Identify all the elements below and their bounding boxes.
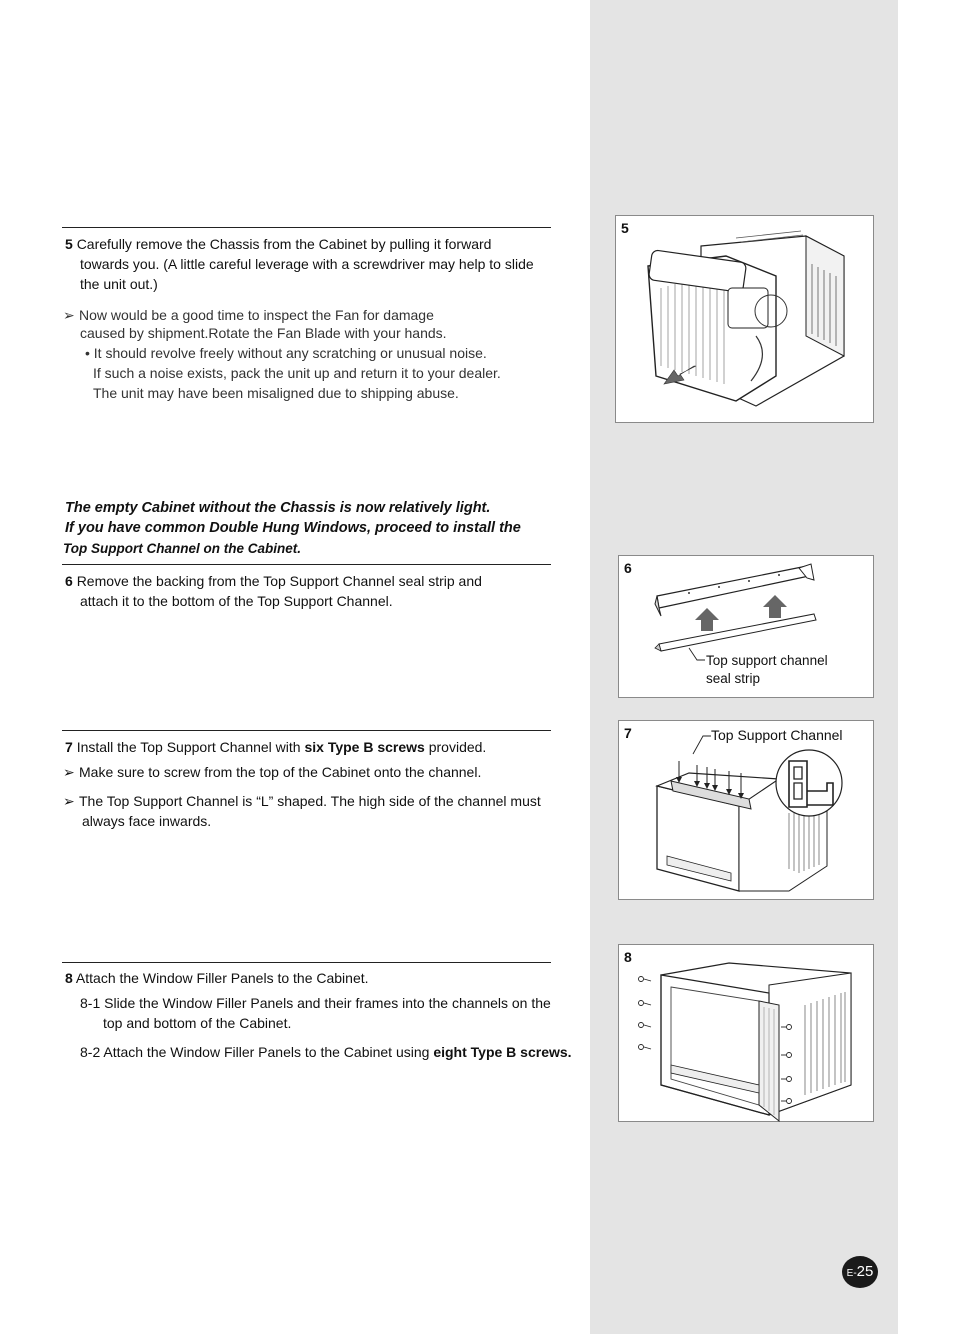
step-5-note-line-2: caused by shipment.Rotate the Fan Blade with your hands. xyxy=(80,325,447,341)
note-arrow-icon: ➢ xyxy=(63,793,75,809)
step-5-line-1 xyxy=(65,234,491,254)
step-text-bold: eight Type B screws. xyxy=(433,1044,572,1060)
step-5-line-2: towards you. (A little careful leverage with a screwdriver may help to slide xyxy=(80,256,534,272)
step-number: 7 xyxy=(65,739,73,755)
page-number-badge xyxy=(842,1256,878,1288)
emphasis-line-3: Top Support Channel on the Cabinet. xyxy=(63,541,301,556)
step-5-line-3: the unit out.) xyxy=(80,276,158,292)
step-6-line-2: attach it to the bottom of the Top Support Channel. xyxy=(80,593,393,609)
step-7-note-2-line-1 xyxy=(63,791,541,811)
note-arrow-icon: ➢ xyxy=(63,764,75,780)
step-number: 8 xyxy=(65,970,73,986)
step-8-line-1 xyxy=(65,968,369,988)
figure-7-caption: Top Support Channel xyxy=(711,727,843,743)
step-6-line-1 xyxy=(65,571,482,591)
step-number: 5 xyxy=(65,236,73,252)
step-text: 8-2 Attach the Window Filler Panels to the Cabinet using xyxy=(80,1044,434,1060)
section-divider xyxy=(62,564,551,565)
figure-number: 7 xyxy=(624,725,632,741)
step-number: 6 xyxy=(65,573,73,589)
step-text-bold: six Type B screws xyxy=(304,739,425,755)
step-text: Install the Top Support Channel with xyxy=(76,739,305,755)
figure-number: 5 xyxy=(621,220,629,236)
step-5-bullet-line-2: If such a noise exists, pack the unit up and return it to your dealer. xyxy=(93,365,501,381)
figure-7-channel-install xyxy=(618,720,874,900)
figure-6-seal-strip xyxy=(618,555,874,698)
step-8-1-line-1: 8-1 Slide the Window Filler Panels and their frames into the channels on the xyxy=(80,995,551,1011)
step-text: provided. xyxy=(424,739,487,755)
channel-install-illustration xyxy=(619,721,875,901)
page-prefix: E- xyxy=(846,1268,857,1279)
section-divider xyxy=(62,962,551,963)
filler-panels-illustration xyxy=(619,945,875,1123)
step-7-note-2-line-2: always face inwards. xyxy=(82,813,212,829)
figure-6-caption-line-1: Top support channel xyxy=(706,653,828,668)
step-text: Remove the backing from the Top Support Channel seal strip and xyxy=(76,573,482,589)
note-text: Make sure to screw from the top of the Cabinet onto the channel. xyxy=(79,764,482,780)
emphasis-line-1: The empty Cabinet without the Chassis is now relatively light. xyxy=(65,500,491,516)
step-8-1-line-2: top and bottom of the Cabinet. xyxy=(103,1015,292,1031)
emphasis-line-2: If you have common Double Hung Windows, proceed to install the xyxy=(65,520,521,536)
note-text: Now would be a good time to inspect the Fan for damage xyxy=(79,307,434,323)
step-text: Attach the Window Filler Panels to the Cabinet. xyxy=(75,970,369,986)
figure-8-filler-panels xyxy=(618,944,874,1122)
chassis-removal-illustration xyxy=(616,216,875,424)
step-5-bullet-line-3: The unit may have been misaligned due to shipping abuse. xyxy=(93,385,459,401)
figure-6-caption-line-2: seal strip xyxy=(706,671,761,686)
note-arrow-icon: ➢ xyxy=(63,307,75,323)
step-5-bullet-line-1: • It should revolve freely without any scratching or unusual noise. xyxy=(85,345,487,361)
step-text: Carefully remove the Chassis from the Cabinet by pulling it forward xyxy=(76,236,492,252)
step-8-2-line xyxy=(80,1042,572,1062)
figure-number: 6 xyxy=(624,560,632,576)
step-7-line-1 xyxy=(65,737,486,757)
section-divider xyxy=(62,730,551,731)
step-7-note-1 xyxy=(63,762,481,782)
section-divider xyxy=(62,227,551,228)
figure-number: 8 xyxy=(624,949,632,965)
step-5-note-line-1 xyxy=(63,305,434,325)
page-number: 25 xyxy=(856,1263,874,1280)
note-text: The Top Support Channel is “L” shaped. The high side of the channel must xyxy=(79,793,541,809)
figure-5-chassis-removal xyxy=(615,215,874,423)
